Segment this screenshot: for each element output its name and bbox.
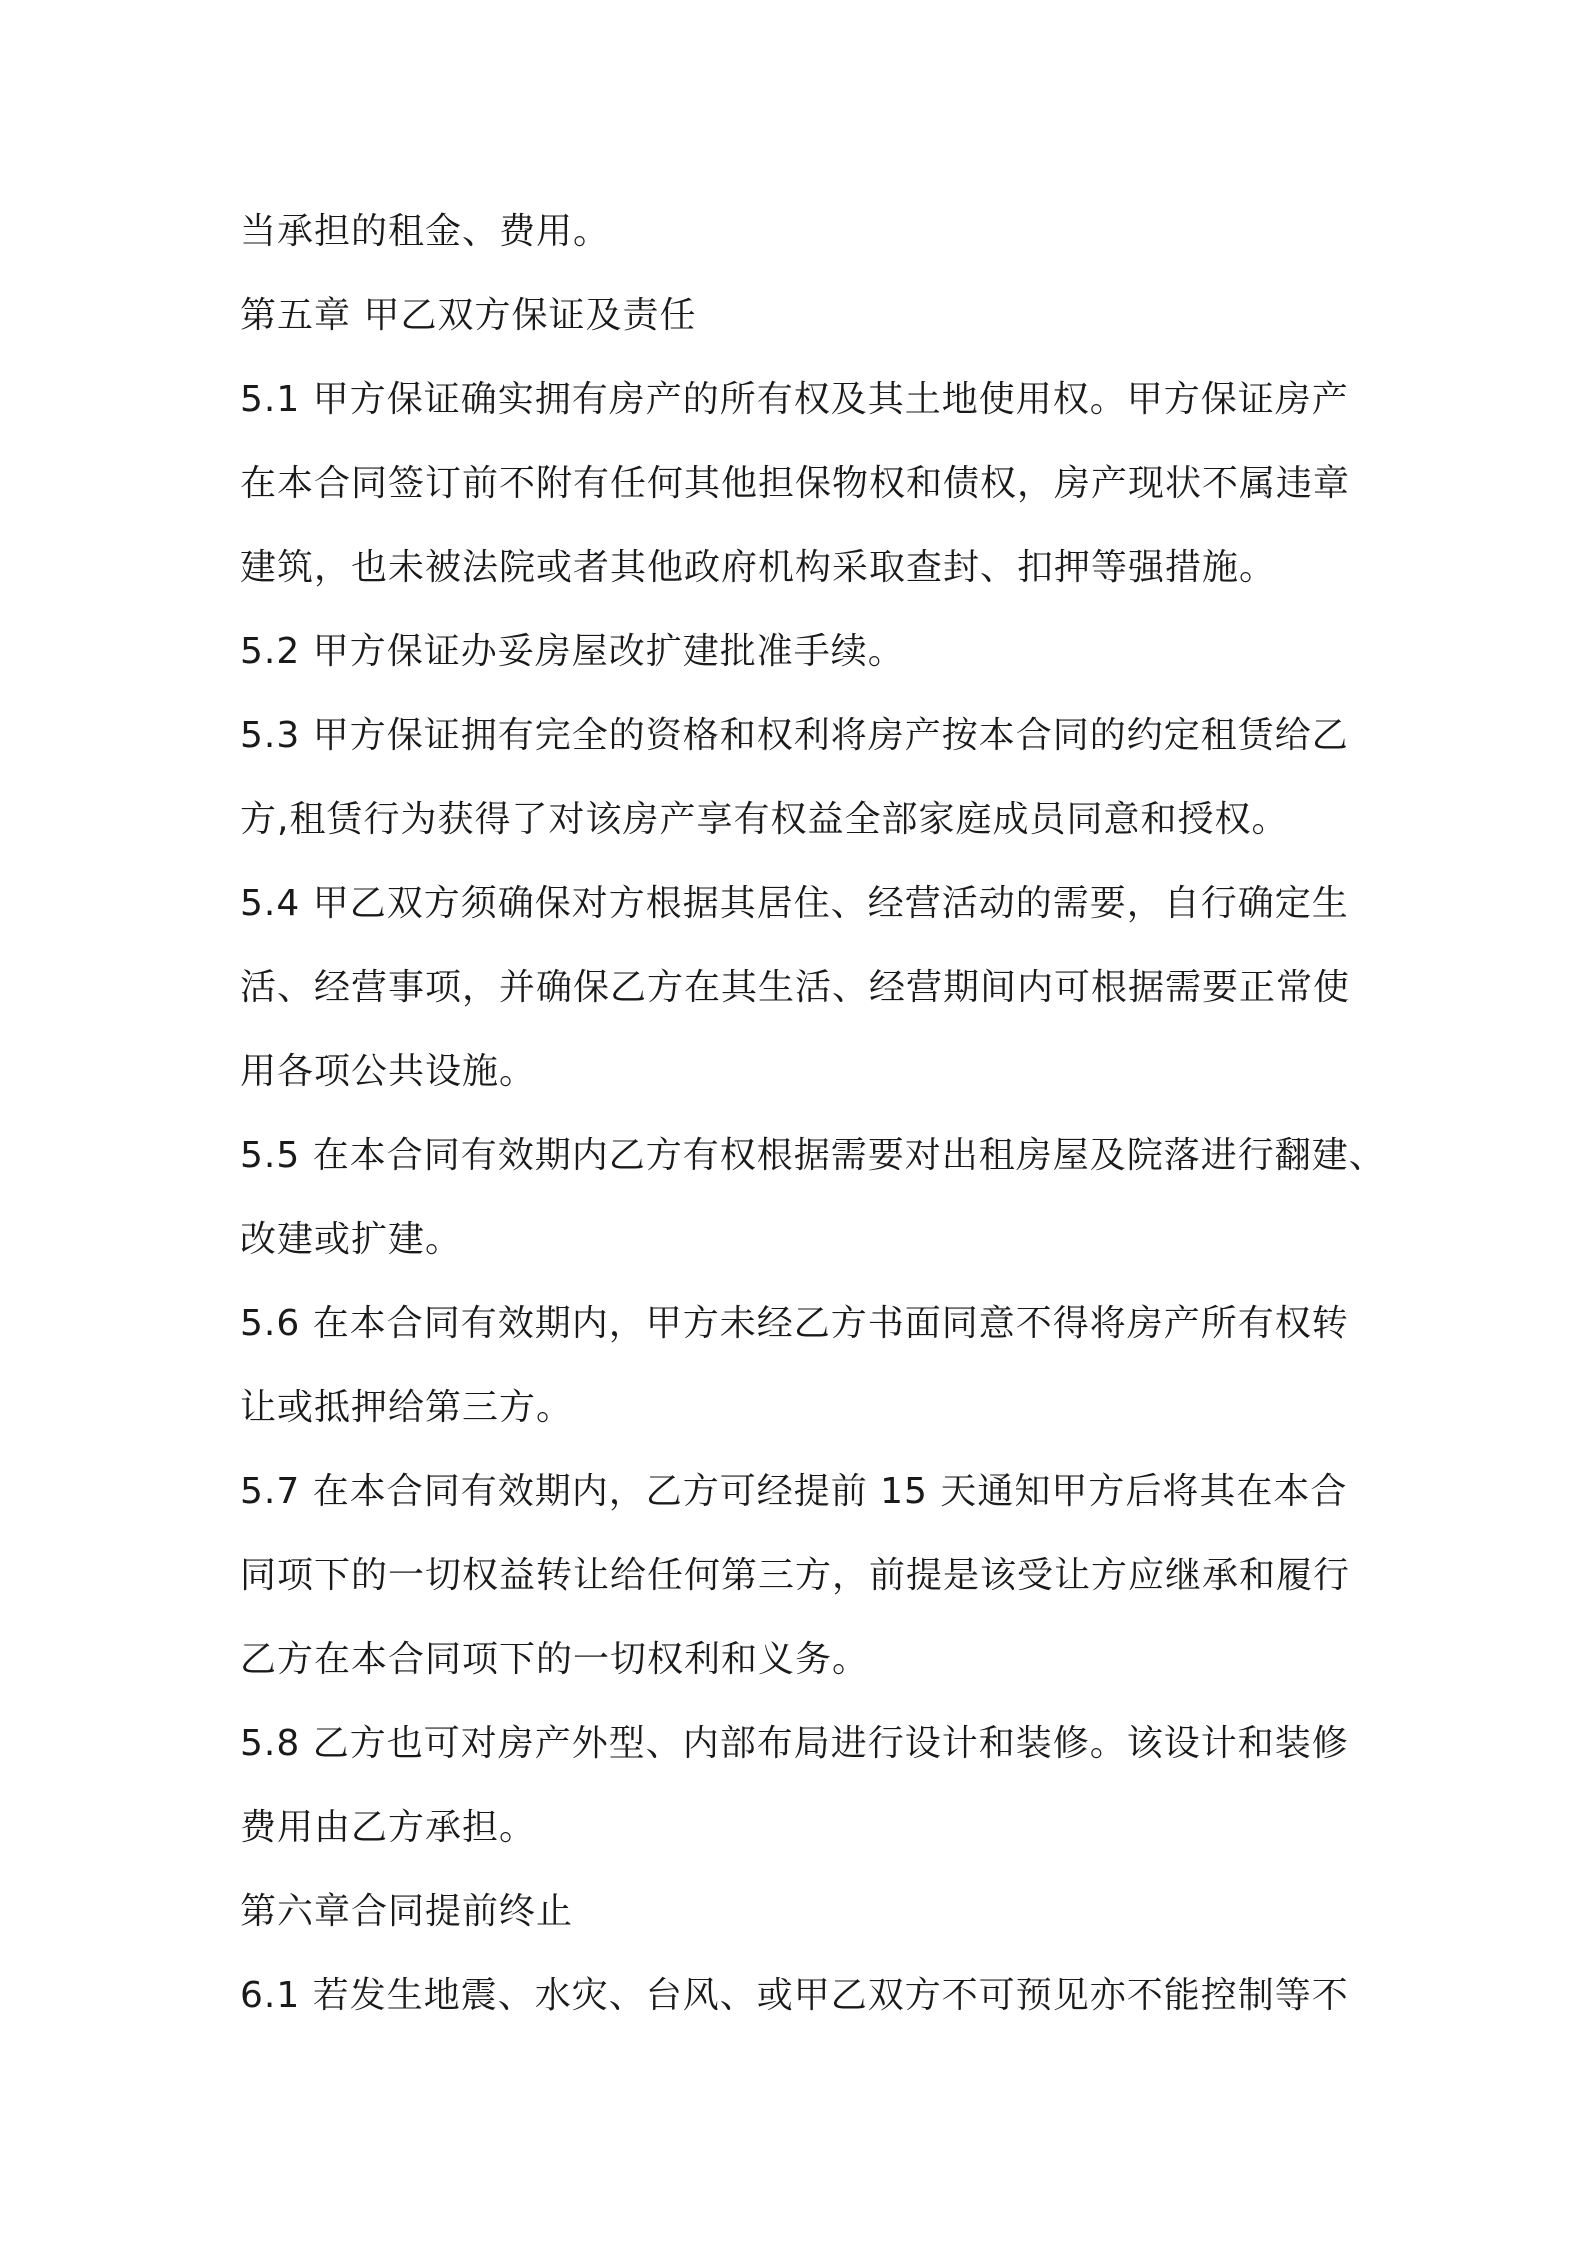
text-line: 5.1 甲方保证确实拥有房产的所有权及其土地使用权。甲方保证房产 — [240, 379, 1349, 420]
text-line: 在本合同签订前不附有任何其他担保物权和债权，房产现状不属违章 — [240, 463, 1351, 504]
text-line: 5.6 在本合同有效期内，甲方未经乙方书面同意不得将房产所有权转 — [240, 1303, 1349, 1344]
text-line: 让或抵押给第三方。 — [240, 1387, 574, 1428]
document-body — [240, 190, 1386, 2038]
text-line: 同项下的一切权益转让给任何第三方，前提是该受让方应继承和履行 — [240, 1555, 1351, 1596]
text-line: 5.7 在本合同有效期内，乙方可经提前 15 天通知甲方后将其在本合 — [240, 1471, 1348, 1512]
text-line: 5.5 在本合同有效期内乙方有权根据需要对出租房屋及院落进行翻建、 — [240, 1135, 1386, 1176]
text-line: 方,租赁行为获得了对该房产享有权益全部家庭成员同意和授权。 — [240, 799, 1289, 840]
text-line: 改建或扩建。 — [240, 1219, 463, 1260]
text-line: 5.3 甲方保证拥有完全的资格和权利将房产按本合同的约定租赁给乙 — [240, 715, 1349, 756]
text-line: 建筑，也未被法院或者其他政府机构采取查封、扣押等强措施。 — [240, 547, 1277, 588]
text-line: 费用由乙方承担。 — [240, 1807, 537, 1848]
text-line: 乙方在本合同项下的一切权利和义务。 — [240, 1639, 870, 1680]
text-line: 5.8 乙方也可对房产外型、内部布局进行设计和装修。该设计和装修 — [240, 1723, 1349, 1764]
chapter-heading: 第六章合同提前终止 — [240, 1891, 574, 1932]
text-line: 5.2 甲方保证办妥房屋改扩建批准手续。 — [240, 631, 905, 672]
text-line: 5.4 甲乙双方须确保对方根据其居住、经营活动的需要，自行确定生 — [240, 883, 1349, 924]
text-line: 6.1 若发生地震、水灾、台风、或甲乙双方不可预见亦不能控制等不 — [240, 1975, 1349, 2016]
text-line: 用各项公共设施。 — [240, 1051, 537, 1092]
chapter-heading: 第五章 甲乙双方保证及责任 — [240, 295, 697, 336]
text-line: 活、经营事项，并确保乙方在其生活、经营期间内可根据需要正常使 — [240, 967, 1351, 1008]
text-line: 当承担的租金、费用。 — [240, 211, 611, 252]
